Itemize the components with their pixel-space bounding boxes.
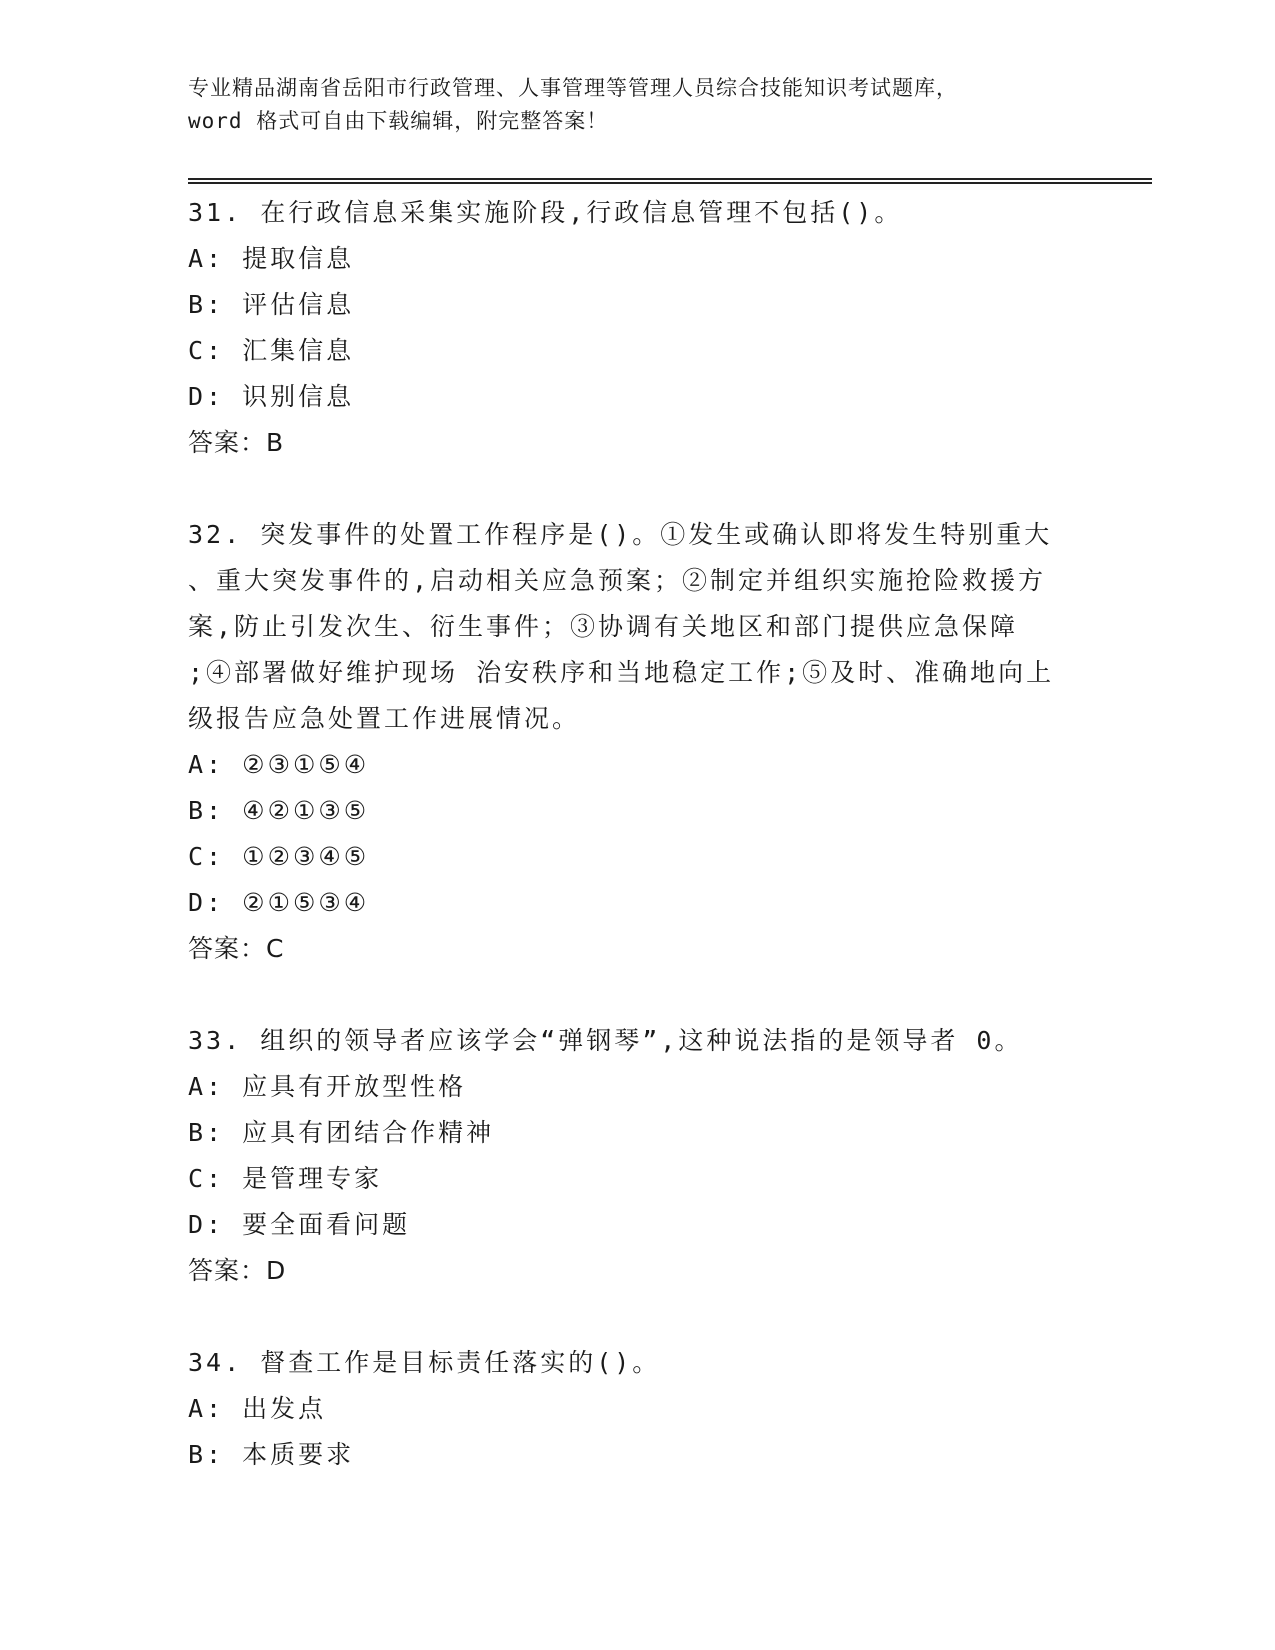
option-c: C: 汇集信息 [188,336,355,365]
option-b: B: 应具有团结合作精神 [188,1118,495,1147]
question-stem: 34. 督查工作是目标责任落实的()。 [188,1348,661,1377]
option-b: B: 评估信息 [188,290,355,319]
answer-line: 答案：D [188,1256,287,1285]
option-c: C: 是管理专家 [188,1164,383,1193]
question-stem-continued: 案,防止引发次生、衍生事件；③协调有关地区和部门提供应急保障 [188,612,1019,641]
option-a: A: 提取信息 [188,244,355,273]
question-block [188,1340,1088,1478]
question-stem: 33. 组织的领导者应该学会“弹钢琴”,这种说法指的是领导者 0。 [188,1026,1023,1055]
question-stem-continued: 级报告应急处置工作进展情况。 [188,704,581,733]
question-stem: 32. 突发事件的处置工作程序是()。①发生或确认即将发生特别重大 [188,520,1053,549]
header-divider-bottom [188,182,1152,184]
option-a: A: ②③①⑤④ [188,750,370,779]
question-block [188,1018,1088,1294]
option-c: C: ①②③④⑤ [188,842,370,871]
option-a: A: 出发点 [188,1394,327,1423]
answer-line: 答案：B [188,428,285,457]
option-d: D: 要全面看问题 [188,1210,411,1239]
question-stem-continued: 、重大突发事件的,启动相关应急预案；②制定并组织实施抢险救援方 [188,566,1047,595]
header-divider-top [188,178,1152,180]
option-b: B: ④②①③⑤ [188,796,370,825]
document-header [188,72,1068,138]
option-d: D: ②①⑤③④ [188,888,370,917]
question-stem-continued: ;④部署做好维护现场 治安秩序和当地稳定工作;⑤及时、准确地向上 [188,658,1055,687]
question-stem: 31. 在行政信息采集实施阶段,行政信息管理不包括()。 [188,198,903,227]
header-line-2: word 格式可自由下载编辑，附完整答案！ [188,109,609,133]
option-a: A: 应具有开放型性格 [188,1072,467,1101]
option-d: D: 识别信息 [188,382,355,411]
question-list [188,190,1088,1478]
question-block [188,190,1088,466]
header-line-1: 专业精品湖南省岳阳市行政管理、人事管理等管理人员综合技能知识考试题库， [188,76,958,100]
option-b: B: 本质要求 [188,1440,355,1469]
answer-line: 答案：C [188,934,285,963]
question-block [188,512,1088,972]
